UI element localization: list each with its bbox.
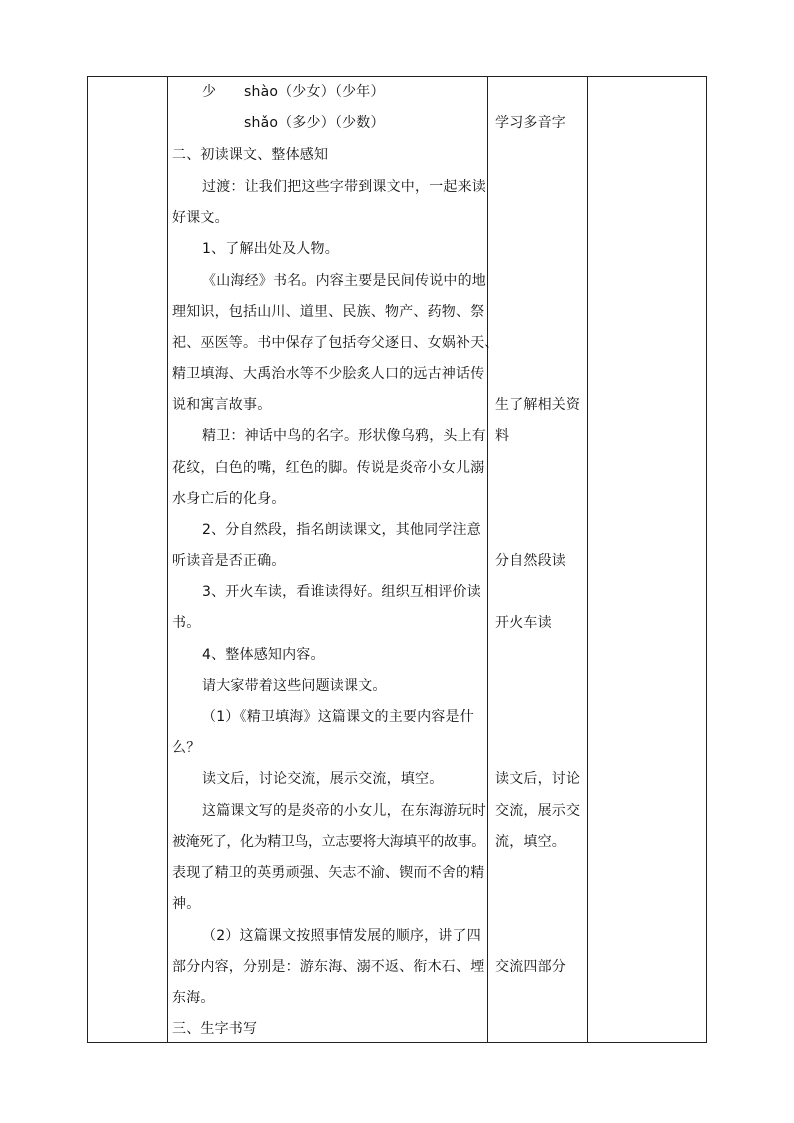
note-line: 分自然段读 [495, 553, 566, 569]
table-top-border [87, 76, 707, 77]
lesson-line: 听读音是否正确。 [172, 553, 286, 569]
note-line: 学习多音字 [495, 115, 566, 131]
section-heading: 二、初读课文、整体感知 [172, 147, 329, 163]
lesson-line: 被淹死了，化为精卫鸟，立志要将大海填平的故事。 [172, 834, 485, 850]
lesson-line: 书。 [172, 615, 201, 631]
table-bottom-border [87, 1042, 707, 1043]
lesson-line: 1、了解出处及人物。 [202, 241, 339, 257]
lesson-line: shào（少女）（少年） [244, 84, 385, 100]
lesson-line: 么？ [172, 740, 201, 756]
lesson-line: （1）《精卫填海》这篇课文的主要内容是什 [202, 709, 474, 725]
lesson-line: 3、开火车读，看谁读得好。组织互相评价读 [202, 584, 481, 600]
note-line: 交流四部分 [495, 959, 566, 975]
lesson-line: 部分内容，分别是：游东海、溺不返、衔木石、堙 [172, 959, 485, 975]
lesson-line: shǎo（多少）（少数） [244, 115, 385, 131]
lesson-line: 请大家带着这些问题读课文。 [202, 678, 387, 694]
note-line: 流，填空。 [495, 834, 566, 850]
lesson-line: 2、分自然段，指名朗读课文，其他同学注意 [202, 522, 481, 538]
table-col-border-4 [587, 76, 588, 1043]
lesson-line: 《山海经》书名。内容主要是民间传说中的地 [202, 273, 486, 289]
note-line: 读文后，讨论 [495, 771, 581, 787]
lesson-line: 东海。 [172, 990, 215, 1006]
lesson-line: 精卫：神话中鸟的名字。形状像乌鸦，头上有 [202, 428, 486, 444]
note-line: 开火车读 [495, 615, 552, 631]
lesson-line: 这篇课文写的是炎帝的小女儿，在东海游玩时 [202, 803, 486, 819]
lesson-line: 过渡：让我们把这些字带到课文中，一起来读 [202, 179, 486, 195]
table-col-border-5 [706, 76, 707, 1043]
note-line: 生了解相关资 [495, 397, 581, 413]
lesson-line: 说和寓言故事。 [172, 397, 272, 413]
note-line: 交流，展示交 [495, 803, 581, 819]
lesson-line: 花纹，白色的嘴，红色的脚。传说是炎帝小女儿溺 [172, 460, 485, 476]
lesson-line: 祀、巫医等。书中保存了包括夸父逐日、女娲补天、 [172, 335, 499, 351]
lesson-line: 读文后，讨论交流，展示交流，填空。 [202, 771, 444, 787]
lesson-line: 理知识，包括山川、道里、民族、物产、药物、祭 [172, 304, 485, 320]
lesson-line: 少 [202, 84, 217, 100]
section-heading: 三、生字书写 [172, 1021, 258, 1037]
table-col-border-3 [487, 76, 488, 1043]
lesson-line: 好课文。 [172, 210, 229, 226]
table-col-border-2 [167, 76, 168, 1043]
lesson-line: （2）这篇课文按照事情发展的顺序，讲了四 [202, 928, 481, 944]
lesson-line: 表现了精卫的英勇顽强、矢志不渝、锲而不舍的精 [172, 865, 485, 881]
lesson-line: 精卫填海、大禹治水等不少脍炙人口的远古神话传 [172, 366, 485, 382]
lesson-line: 4、整体感知内容。 [202, 647, 325, 663]
table-col-border-1 [87, 76, 88, 1043]
note-line: 料 [495, 428, 510, 444]
lesson-line: 水身亡后的化身。 [172, 491, 286, 507]
lesson-line: 神。 [172, 896, 201, 912]
